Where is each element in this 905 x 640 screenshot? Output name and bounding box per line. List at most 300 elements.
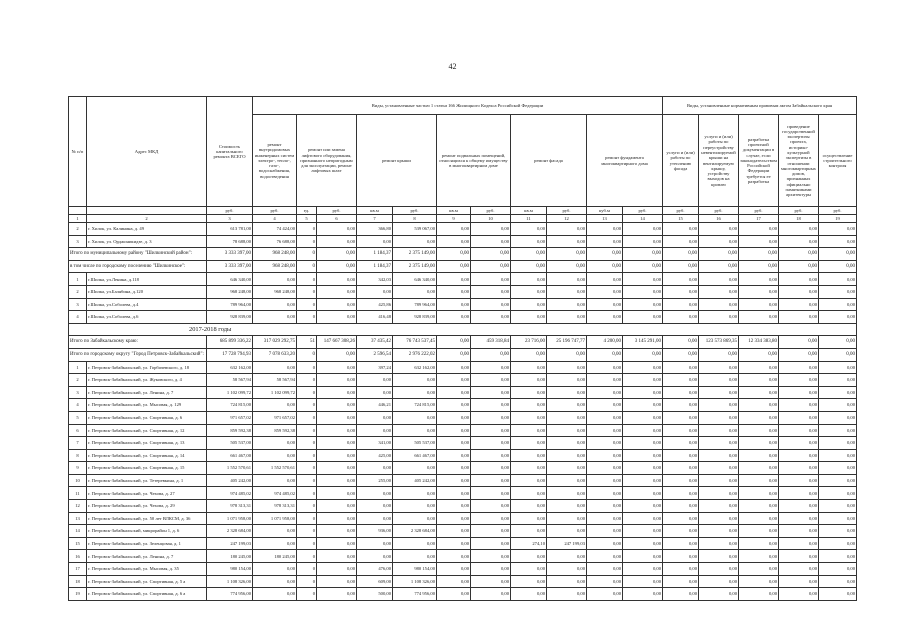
row-value: 0	[297, 487, 317, 500]
row-value: 0,00	[739, 500, 779, 513]
row-value: 0,00	[317, 575, 357, 588]
table-row	[69, 588, 857, 601]
table-row	[69, 298, 857, 311]
row-value: 0,00	[511, 474, 547, 487]
row-value: 0,00	[623, 374, 663, 387]
row-value: 341,00	[357, 437, 393, 450]
row-value: 0,00	[317, 411, 357, 424]
column-number-cell: 18	[779, 215, 819, 223]
subtotal-value: 51	[297, 336, 317, 349]
row-value: 0,00	[471, 411, 511, 424]
table-row	[69, 411, 857, 424]
row-value: 0,00	[393, 487, 437, 500]
units-cell: ед.	[297, 207, 317, 215]
row-value: 0,00	[317, 424, 357, 437]
subtotal-value: 3 145 291,00	[623, 336, 663, 349]
row-value: 928 839,00	[393, 311, 437, 324]
row-value: 0,00	[623, 512, 663, 525]
row-value: 0,00	[547, 588, 587, 601]
row-number: 17	[69, 563, 87, 576]
subtotal-value: 0,00	[819, 248, 857, 261]
row-value: 0,00	[357, 487, 393, 500]
row-value: 0,00	[663, 285, 699, 298]
row-value: 0,00	[699, 512, 739, 525]
row-value: 971 657,02	[207, 411, 253, 424]
row-address: г. Петровск-Забайкальский, ул. Мысовая, д. 35	[87, 563, 207, 576]
row-address: г. Петровск-Забайкальский, ул. Спортивная, д. 5 а	[87, 575, 207, 588]
row-value: 0,00	[779, 487, 819, 500]
row-value: 0,00	[437, 311, 471, 324]
subtotal-value: 0,00	[663, 336, 699, 349]
row-value: 180 245,00	[207, 550, 253, 563]
header-total: Стоимость капитального ремонта ВСЕГО	[207, 97, 253, 207]
row-value: 0,00	[547, 235, 587, 248]
row-number: 2	[69, 374, 87, 387]
row-number: 2	[69, 285, 87, 298]
row-address: г. Петровск-Забайкальский, ул. Спортивная, д. 6 а	[87, 588, 207, 601]
row-value: 0,00	[699, 285, 739, 298]
row-value: 0,00	[779, 399, 819, 412]
column-number-cell: 12	[547, 215, 587, 223]
subtotal-value: 0,00	[739, 248, 779, 261]
row-value: 0,00	[623, 235, 663, 248]
subtotal-value: 7 078 633,20	[253, 348, 297, 361]
row-value: 0,00	[511, 563, 547, 576]
subtotal-label: Итого по Забайкальскому краю:	[69, 336, 207, 349]
row-value: 0,00	[699, 411, 739, 424]
row-value: 0,00	[663, 273, 699, 286]
subtotal-value: 0,00	[437, 248, 471, 261]
row-value: 0,00	[779, 512, 819, 525]
table-row	[69, 399, 857, 412]
subtotal-value: 0,00	[587, 248, 623, 261]
row-number: 5	[69, 411, 87, 424]
table-row	[69, 386, 857, 399]
row-value: 0,00	[739, 424, 779, 437]
column-number-cell: 1	[69, 215, 87, 223]
row-value: 0,00	[663, 563, 699, 576]
subtotal-value: 37 435,42	[357, 336, 393, 349]
row-value: 0,00	[317, 311, 357, 324]
row-value: 0,00	[547, 386, 587, 399]
column-number-cell: 9	[437, 215, 471, 223]
row-value: 0,00	[357, 500, 393, 513]
table-row	[69, 525, 857, 538]
header-services: услуги и (или) работы по утеплению фасада	[663, 115, 699, 207]
row-value: 0,00	[819, 361, 857, 374]
subtotal-value: 1 184,37	[357, 260, 393, 273]
row-value: 0,00	[253, 311, 297, 324]
row-value: 0,00	[739, 361, 779, 374]
subtotal-value: 0	[297, 248, 317, 261]
row-value: 0,00	[623, 411, 663, 424]
row-value: 0,00	[547, 374, 587, 387]
row-value: 0,00	[739, 563, 779, 576]
row-value: 0,00	[317, 361, 357, 374]
subtotal-value: 1 184,37	[357, 248, 393, 261]
row-address: г. Петровск-Забайкальский, ул. Мысовая, д. 129	[87, 399, 207, 412]
table-row	[69, 273, 857, 286]
row-value: 0,00	[357, 285, 393, 298]
row-value: 0,00	[547, 550, 587, 563]
row-value: 0,00	[779, 411, 819, 424]
row-value: 0,00	[587, 273, 623, 286]
header-expertise: проведение государственной экспертизы проекта, историко-культурной экспертизы в отношении многоквартирных домов, признанных официально памятниками архитектуры	[779, 115, 819, 207]
row-value: 76 688,00	[253, 235, 297, 248]
row-value: 425,86	[357, 298, 393, 311]
row-value: 1 108 326,00	[207, 575, 253, 588]
row-value: 0,00	[663, 462, 699, 475]
row-value: 0	[297, 449, 317, 462]
row-value: 0,00	[779, 235, 819, 248]
row-value: 0,00	[547, 474, 587, 487]
row-number: 7	[69, 437, 87, 450]
row-value: 0,00	[317, 273, 357, 286]
row-value: 0,00	[437, 399, 471, 412]
row-value: 0,00	[511, 588, 547, 601]
row-value: 0,00	[547, 563, 587, 576]
row-value: 0,00	[739, 474, 779, 487]
row-value: 78 688,00	[207, 235, 253, 248]
table-row	[69, 361, 857, 374]
row-value: 0,00	[253, 361, 297, 374]
year-heading-row	[69, 323, 857, 336]
row-value: 0	[297, 512, 317, 525]
subtotal-value: 0,00	[547, 348, 587, 361]
row-value: 0,00	[547, 424, 587, 437]
row-value: 0,00	[393, 424, 437, 437]
row-address: г. Петровск-Забайкальский, ул. Зеленцовая, д. 1	[87, 537, 207, 550]
row-address: г.Шилка, ул.Соболева, д.4	[87, 298, 207, 311]
subtotal-value: 968 248,00	[253, 248, 297, 261]
row-value: 0,00	[663, 512, 699, 525]
row-value: 0,00	[779, 500, 819, 513]
row-value: 0,00	[437, 537, 471, 550]
row-value: 0,00	[437, 462, 471, 475]
row-address: г. Петровск-Забайкальский, ул. Горбачевского, д. 18	[87, 361, 207, 374]
row-value: 0,00	[547, 361, 587, 374]
row-value: 0,00	[317, 474, 357, 487]
header-facade: ремонт фасада	[511, 115, 587, 207]
row-address: г. Петровск-Забайкальский, ул. Чехова, д. 29	[87, 500, 207, 513]
row-value: 0,00	[437, 474, 471, 487]
row-value: 0,00	[511, 512, 547, 525]
row-value: 0,00	[393, 500, 437, 513]
row-value: 0,00	[393, 537, 437, 550]
row-value: 0,00	[547, 449, 587, 462]
table-row	[69, 537, 857, 550]
row-value: 0,00	[663, 550, 699, 563]
row-value: 0,00	[317, 235, 357, 248]
row-value: 0,00	[587, 399, 623, 412]
row-value: 0,00	[587, 285, 623, 298]
row-value: 0,00	[623, 361, 663, 374]
column-number-cell: 4	[253, 215, 297, 223]
row-value: 632 162,00	[207, 361, 253, 374]
row-value: 0,00	[587, 487, 623, 500]
row-value: 936,00	[357, 525, 393, 538]
subtotal-value: 0,00	[587, 260, 623, 273]
column-number-cell: 6	[317, 215, 357, 223]
row-value: 980 154,00	[393, 563, 437, 576]
subtotal-value: 0,00	[699, 348, 739, 361]
subtotal-value: 0,00	[437, 260, 471, 273]
row-address: г. Петровск-Забайкальский, ул. Спортивная, д. 15	[87, 462, 207, 475]
row-value: 0,00	[547, 500, 587, 513]
row-value: 0,00	[779, 223, 819, 236]
row-value: 0,00	[437, 374, 471, 387]
row-address: г. Петровск-Забайкальский, ул. Чехова, д. 27	[87, 487, 207, 500]
units-cell: руб.	[317, 207, 357, 215]
row-value: 0,00	[663, 500, 699, 513]
row-value: 0,00	[357, 386, 393, 399]
row-value: 0,00	[587, 537, 623, 550]
row-value: 0,00	[511, 235, 547, 248]
units-cell: руб.	[699, 207, 739, 215]
row-value: 971 657,02	[253, 411, 297, 424]
row-value: 0,00	[253, 588, 297, 601]
row-value: 0,00	[739, 462, 779, 475]
row-value: 0	[297, 437, 317, 450]
row-value: 0,00	[663, 525, 699, 538]
row-value: 0,00	[699, 487, 739, 500]
row-value: 0,00	[587, 588, 623, 601]
row-address: г. Петровск-Забайкальский, микрорайон 1, д. 6	[87, 525, 207, 538]
row-number: 14	[69, 525, 87, 538]
row-value: 0,00	[471, 512, 511, 525]
units-cell: руб.	[393, 207, 437, 215]
row-value: 0,00	[547, 223, 587, 236]
row-value: 974 485,02	[207, 487, 253, 500]
row-value: 0,00	[587, 437, 623, 450]
row-value: 0,00	[511, 223, 547, 236]
subtotal-value: 0,00	[819, 336, 857, 349]
row-value: 0,00	[663, 537, 699, 550]
row-value: 0,00	[663, 361, 699, 374]
row-value: 0,00	[819, 512, 857, 525]
units-cell-empty	[87, 207, 207, 215]
row-value: 0,00	[739, 537, 779, 550]
row-value: 0,00	[819, 474, 857, 487]
row-value: 0,00	[357, 550, 393, 563]
row-value: 0,00	[699, 525, 739, 538]
units-cell: руб.	[547, 207, 587, 215]
row-value: 0,00	[393, 285, 437, 298]
row-value: 0,00	[699, 273, 739, 286]
subtotal-value: 0	[297, 260, 317, 273]
column-number-cell: 5	[297, 215, 317, 223]
row-value: 0,00	[547, 525, 587, 538]
subtotal-value: 317 029 292,75	[253, 336, 297, 349]
row-value: 0,00	[623, 273, 663, 286]
column-number-cell: 10	[471, 215, 511, 223]
row-value: 0,00	[587, 361, 623, 374]
row-address: г. Петровск-Забайкальский, ул. 50 лет ВЛКСМ, д. 36	[87, 512, 207, 525]
row-value: 0,00	[357, 462, 393, 475]
row-value: 74 424,00	[253, 223, 297, 236]
row-value: 0,00	[511, 424, 547, 437]
row-value: 0,00	[437, 223, 471, 236]
row-value: 0,00	[779, 273, 819, 286]
row-value: 0,00	[471, 537, 511, 550]
subtotal-value: 0,00	[547, 248, 587, 261]
row-value: 0,00	[623, 223, 663, 236]
row-value: 0,00	[739, 437, 779, 450]
row-value: 0,00	[317, 223, 357, 236]
row-address: г. Петровск-Забайкальский, ул. Жуковского, д. 4	[87, 374, 207, 387]
row-value: 0,00	[819, 298, 857, 311]
row-number: 11	[69, 487, 87, 500]
row-value: 0,00	[317, 588, 357, 601]
row-address: г. Хилок, ул. Калинина, д. 49	[87, 223, 207, 236]
header-design-docs: услуги и (или) работы по переустройству невентилируемой крыши на вентилируемую крышу, устройству выходов на кровлю	[699, 115, 739, 207]
row-value: 0	[297, 563, 317, 576]
subtotal-value: 0,00	[779, 260, 819, 273]
table-body	[69, 223, 857, 601]
column-number-cell: 2	[87, 215, 207, 223]
row-number: 13	[69, 512, 87, 525]
row-value: 1 552 570,61	[253, 462, 297, 475]
table-row	[69, 374, 857, 387]
row-value: 0,00	[511, 273, 547, 286]
row-value: 0,00	[699, 563, 739, 576]
table-row	[69, 512, 857, 525]
row-value: 2 328 684,00	[207, 525, 253, 538]
row-value: 0,00	[471, 374, 511, 387]
subtotal-value: 0,00	[623, 348, 663, 361]
row-value: 0,00	[317, 374, 357, 387]
row-value: 0,00	[437, 525, 471, 538]
row-value: 0,00	[317, 386, 357, 399]
row-value: 0	[297, 550, 317, 563]
row-value: 1 071 958,00	[253, 512, 297, 525]
row-value: 0,00	[547, 462, 587, 475]
row-value: 0,00	[739, 273, 779, 286]
column-number-cell: 16	[699, 215, 739, 223]
row-number: 18	[69, 575, 87, 588]
row-value: 0,00	[699, 474, 739, 487]
row-value: 0,00	[511, 361, 547, 374]
row-number: 8	[69, 449, 87, 462]
row-value: 0,00	[587, 563, 623, 576]
table-row	[69, 550, 857, 563]
row-value: 859 592,38	[253, 424, 297, 437]
row-value: 0,00	[587, 575, 623, 588]
row-value: 0,00	[317, 500, 357, 513]
row-value: 0,00	[739, 399, 779, 412]
row-value: 0,00	[587, 474, 623, 487]
row-value: 0,00	[471, 399, 511, 412]
header-elevator: ремонт или замена лифтового оборудования, признанного непригодным для эксплуатации, ремонт лифтовых шахт	[297, 115, 357, 207]
row-value: 0,00	[699, 500, 739, 513]
header-basement: ремонт подвальных помещений, относящихся к общему имуществу в многоквартирном доме	[437, 115, 511, 207]
subtotal-value: 25 196 747,77	[547, 336, 587, 349]
row-value: 0,00	[317, 487, 357, 500]
row-value: 0,00	[547, 512, 587, 525]
row-value: 0,00	[471, 386, 511, 399]
row-value: 0,00	[739, 298, 779, 311]
row-value: 0,00	[739, 285, 779, 298]
subtotal-label: в том числе по городскому поселению "Шилкинское":	[69, 260, 207, 273]
column-number-cell: 7	[357, 215, 393, 223]
header-foundation: ремонт фундамента многоквартирного дома	[587, 115, 663, 207]
row-value: 0,00	[739, 512, 779, 525]
subtotal-value: 0,00	[779, 348, 819, 361]
row-value: 0,00	[699, 550, 739, 563]
row-value: 416,48	[357, 311, 393, 324]
row-value: 646 340,00	[207, 273, 253, 286]
row-value: 789 964,00	[207, 298, 253, 311]
row-value: 0,00	[393, 462, 437, 475]
row-value: 0,00	[587, 386, 623, 399]
subtotal-value: 123 573 869,35	[699, 336, 739, 349]
row-value: 0,00	[623, 563, 663, 576]
row-value: 0	[297, 223, 317, 236]
row-value: 505 537,00	[393, 437, 437, 450]
row-address: г.Шилка, ул.Ленина, д.118	[87, 273, 207, 286]
row-value: 0,00	[663, 588, 699, 601]
row-value: 1 102 099,72	[253, 386, 297, 399]
row-number: 2	[69, 223, 87, 236]
row-value: 0,00	[547, 311, 587, 324]
row-value: 0,00	[547, 487, 587, 500]
row-value: 0,00	[623, 298, 663, 311]
row-value: 0,00	[819, 575, 857, 588]
row-value: 0,00	[437, 500, 471, 513]
row-value: 0,00	[819, 550, 857, 563]
row-value: 661 467,00	[207, 449, 253, 462]
row-value: 0,00	[739, 575, 779, 588]
row-value: 0,00	[587, 550, 623, 563]
row-value: 0	[297, 399, 317, 412]
row-value: 247 199,03	[207, 537, 253, 550]
row-value: 0,00	[587, 512, 623, 525]
row-value: 0,00	[437, 437, 471, 450]
row-value: 0,00	[819, 424, 857, 437]
subtotal-value: 23 716,00	[511, 336, 547, 349]
row-value: 0,00	[471, 449, 511, 462]
row-value: 0,00	[699, 399, 739, 412]
row-value: 0,00	[471, 298, 511, 311]
subtotal-value: 0,00	[739, 260, 779, 273]
row-value: 0,00	[819, 525, 857, 538]
row-value: 0,00	[471, 474, 511, 487]
row-value: 0,00	[511, 386, 547, 399]
subtotal-label: Итого по городскому округу "Город Петровск-Забайкальский":	[69, 348, 207, 361]
row-value: 0,00	[511, 449, 547, 462]
subtotal-value: 0,00	[587, 348, 623, 361]
row-number: 1	[69, 273, 87, 286]
row-value: 0,00	[437, 424, 471, 437]
row-value: 405 242,00	[393, 474, 437, 487]
row-number: 3	[69, 235, 87, 248]
table-row	[69, 500, 857, 513]
subtotal-value: 0	[297, 348, 317, 361]
row-value: 0,00	[317, 525, 357, 538]
row-value: 0	[297, 525, 317, 538]
row-value: 0,00	[819, 437, 857, 450]
row-value: 774 956,00	[207, 588, 253, 601]
row-value: 0,00	[699, 361, 739, 374]
row-value: 0,00	[547, 437, 587, 450]
header-project: разработка проектной документации в случае, если законодательством Российской Федерации требуется ее разработка	[739, 115, 779, 207]
row-value: 0,00	[587, 298, 623, 311]
row-address: г. Петровск-Забайкальский, ул. Спортивная, д. 14	[87, 449, 207, 462]
row-number: 9	[69, 462, 87, 475]
row-value: 0,00	[623, 525, 663, 538]
row-value: 0,00	[623, 386, 663, 399]
row-value: 0,00	[393, 512, 437, 525]
